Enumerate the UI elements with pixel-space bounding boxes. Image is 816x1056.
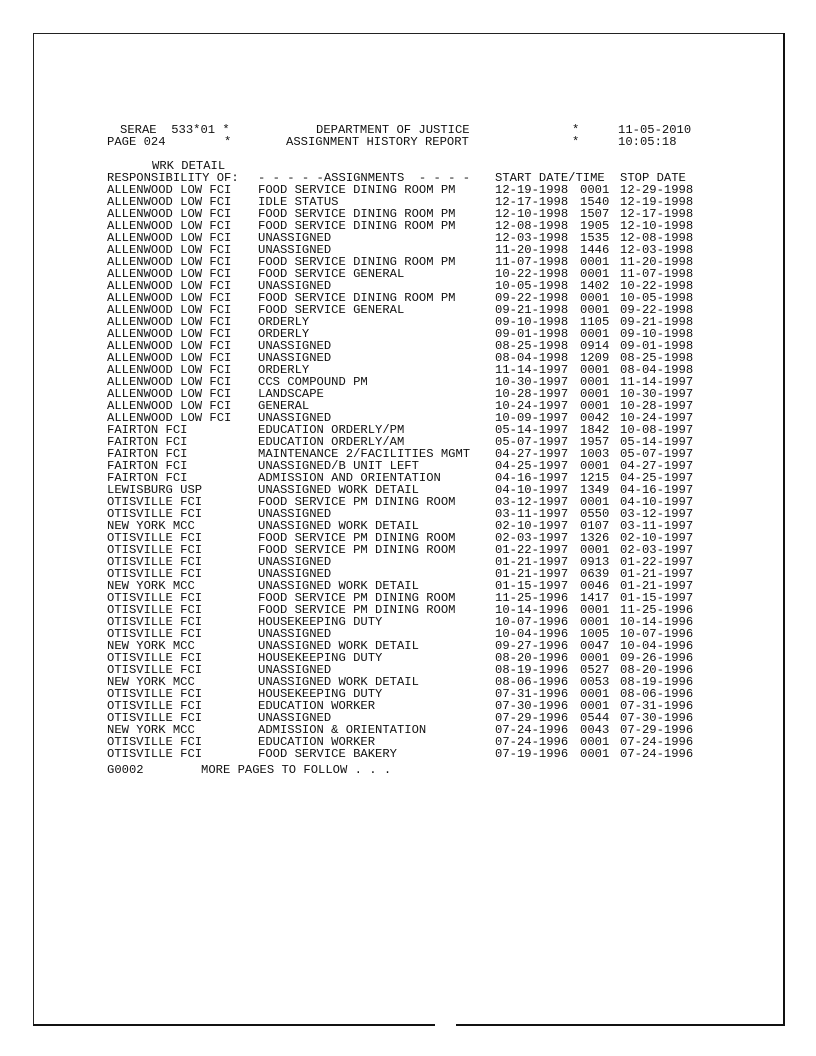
- assignment-cell: UNASSIGNED: [258, 351, 332, 365]
- stop-date-cell: 09-26-1996: [620, 651, 694, 665]
- start-time-cell: 1326: [580, 531, 610, 545]
- stop-date-cell: 11-07-1998: [620, 267, 694, 281]
- assignment-cell: ORDERLY: [258, 363, 310, 377]
- assignment-cell: UNASSIGNED WORK DETAIL: [258, 483, 419, 497]
- stop-date-cell: 08-25-1998: [620, 351, 694, 365]
- assignment-cell: FOOD SERVICE BAKERY: [258, 747, 397, 761]
- assignments-header: - - - - -ASSIGNMENTS - - - -: [258, 171, 471, 185]
- start-date-cell: 08-25-1998: [495, 339, 569, 353]
- start-time-cell: 0001: [580, 495, 610, 509]
- facility-cell: OTISVILLE FCI: [107, 699, 203, 713]
- stop-date-cell: 11-20-1998: [620, 255, 694, 269]
- start-date-cell: 07-19-1996: [495, 747, 569, 761]
- assignment-cell: UNASSIGNED: [258, 567, 332, 581]
- stop-date-cell: 12-29-1998: [620, 183, 694, 197]
- start-date-cell: 08-19-1996: [495, 663, 569, 677]
- start-time-cell: 1905: [580, 219, 610, 233]
- start-time-cell: 0001: [580, 699, 610, 713]
- facility-cell: ALLENWOOD LOW FCI: [107, 255, 232, 269]
- facility-cell: ALLENWOOD LOW FCI: [107, 219, 232, 233]
- facility-cell: NEW YORK MCC: [107, 675, 195, 689]
- facility-cell: OTISVILLE FCI: [107, 711, 203, 725]
- start-time-cell: 0001: [580, 747, 610, 761]
- start-time-cell: 1215: [580, 471, 610, 485]
- facility-cell: OTISVILLE FCI: [107, 687, 203, 701]
- stop-date-header: STOP DATE: [620, 171, 686, 185]
- assignment-cell: CCS COMPOUND PM: [258, 375, 368, 389]
- assignment-cell: UNASSIGNED: [258, 663, 332, 677]
- stop-date-cell: 01-22-1997: [620, 555, 694, 569]
- assignment-cell: EDUCATION WORKER: [258, 699, 376, 713]
- start-date-cell: 01-21-1997: [495, 555, 569, 569]
- facility-cell: OTISVILLE FCI: [107, 603, 203, 617]
- facility-cell: LEWISBURG USP: [107, 483, 203, 497]
- start-date-cell: 07-24-1996: [495, 723, 569, 737]
- assignment-cell: FOOD SERVICE DINING ROOM PM: [258, 291, 456, 305]
- facility-cell: ALLENWOOD LOW FCI: [107, 387, 232, 401]
- start-date-cell: 10-04-1996: [495, 627, 569, 641]
- stop-date-cell: 08-20-1996: [620, 663, 694, 677]
- assignment-cell: UNASSIGNED: [258, 243, 332, 257]
- department-title: DEPARTMENT OF JUSTICE: [316, 123, 470, 137]
- start-time-cell: 0001: [580, 303, 610, 317]
- start-date-cell: 10-24-1997: [495, 399, 569, 413]
- start-time-cell: 1349: [580, 483, 610, 497]
- assignment-cell: LANDSCAPE: [258, 387, 324, 401]
- assignment-cell: UNASSIGNED: [258, 507, 332, 521]
- stop-date-cell: 04-27-1997: [620, 459, 694, 473]
- stop-date-cell: 01-21-1997: [620, 579, 694, 593]
- assignment-cell: UNASSIGNED WORK DETAIL: [258, 639, 419, 653]
- start-time-cell: 0544: [580, 711, 610, 725]
- stop-date-cell: 07-29-1996: [620, 723, 694, 737]
- facility-cell: FAIRTON FCI: [107, 471, 188, 485]
- assignment-cell: UNASSIGNED: [258, 279, 332, 293]
- facility-cell: FAIRTON FCI: [107, 459, 188, 473]
- start-time-cell: 0639: [580, 567, 610, 581]
- start-date-cell: 07-29-1996: [495, 711, 569, 725]
- facility-cell: ALLENWOOD LOW FCI: [107, 399, 232, 413]
- start-date-cell: 11-07-1998: [495, 255, 569, 269]
- facility-cell: ALLENWOOD LOW FCI: [107, 183, 232, 197]
- stop-date-cell: 10-24-1997: [620, 411, 694, 425]
- assignment-cell: EDUCATION WORKER: [258, 735, 376, 749]
- wrk-detail-label: WRK DETAIL: [152, 159, 226, 173]
- facility-cell: OTISVILLE FCI: [107, 651, 203, 665]
- facility-cell: ALLENWOOD LOW FCI: [107, 279, 232, 293]
- facility-cell: OTISVILLE FCI: [107, 495, 203, 509]
- stop-date-cell: 10-08-1997: [620, 423, 694, 437]
- facility-cell: ALLENWOOD LOW FCI: [107, 375, 232, 389]
- facility-cell: ALLENWOOD LOW FCI: [107, 243, 232, 257]
- stop-date-cell: 12-19-1998: [620, 195, 694, 209]
- assignment-cell: UNASSIGNED: [258, 627, 332, 641]
- start-time-cell: 1209: [580, 351, 610, 365]
- facility-cell: NEW YORK MCC: [107, 579, 195, 593]
- facility-cell: ALLENWOOD LOW FCI: [107, 327, 232, 341]
- assignment-cell: HOUSEKEEPING DUTY: [258, 687, 383, 701]
- stop-date-cell: 04-16-1997: [620, 483, 694, 497]
- assignment-cell: EDUCATION ORDERLY/PM: [258, 423, 405, 437]
- assignment-cell: UNASSIGNED: [258, 339, 332, 353]
- stop-date-cell: 02-10-1997: [620, 531, 694, 545]
- facility-cell: ALLENWOOD LOW FCI: [107, 315, 232, 329]
- start-date-cell: 09-10-1998: [495, 315, 569, 329]
- start-date-cell: 01-22-1997: [495, 543, 569, 557]
- report-id: SERAE 533*01 *: [120, 123, 230, 137]
- stop-date-cell: 11-14-1997: [620, 375, 694, 389]
- stop-date-cell: 10-30-1997: [620, 387, 694, 401]
- start-time-cell: 0001: [580, 543, 610, 557]
- assignment-cell: UNASSIGNED: [258, 711, 332, 725]
- page-number: PAGE 024 *: [107, 135, 232, 149]
- facility-cell: OTISVILLE FCI: [107, 555, 203, 569]
- start-date-cell: 11-25-1996: [495, 591, 569, 605]
- stop-date-cell: 01-21-1997: [620, 567, 694, 581]
- facility-cell: ALLENWOOD LOW FCI: [107, 207, 232, 221]
- responsibility-header: RESPONSIBILITY OF:: [107, 171, 239, 185]
- facility-cell: NEW YORK MCC: [107, 519, 195, 533]
- facility-cell: ALLENWOOD LOW FCI: [107, 291, 232, 305]
- assignment-cell: FOOD SERVICE DINING ROOM PM: [258, 255, 456, 269]
- facility-cell: OTISVILLE FCI: [107, 663, 203, 677]
- stop-date-cell: 07-24-1996: [620, 747, 694, 761]
- start-time-cell: 0042: [580, 411, 610, 425]
- assignment-cell: GENERAL: [258, 399, 310, 413]
- start-date-cell: 07-24-1996: [495, 735, 569, 749]
- assignment-cell: ADMISSION AND ORIENTATION: [258, 471, 441, 485]
- assignment-cell: MAINTENANCE 2/FACILITIES MGMT: [258, 447, 471, 461]
- start-time-cell: 0107: [580, 519, 610, 533]
- stop-date-cell: 02-03-1997: [620, 543, 694, 557]
- start-date-cell: 11-14-1997: [495, 363, 569, 377]
- assignment-cell: UNASSIGNED: [258, 411, 332, 425]
- start-time-cell: 0043: [580, 723, 610, 737]
- start-date-cell: 04-10-1997: [495, 483, 569, 497]
- assignment-cell: UNASSIGNED WORK DETAIL: [258, 579, 419, 593]
- start-date-cell: 09-01-1998: [495, 327, 569, 341]
- stop-date-cell: 12-10-1998: [620, 219, 694, 233]
- stop-date-cell: 10-22-1998: [620, 279, 694, 293]
- facility-cell: OTISVILLE FCI: [107, 615, 203, 629]
- start-date-cell: 12-10-1998: [495, 207, 569, 221]
- stop-date-cell: 10-28-1997: [620, 399, 694, 413]
- start-time-cell: 1105: [580, 315, 610, 329]
- page-border-top: [33, 33, 785, 34]
- facility-cell: ALLENWOOD LOW FCI: [107, 339, 232, 353]
- page-border-bottom-left: [33, 1024, 435, 1026]
- start-time-cell: 0001: [580, 615, 610, 629]
- facility-cell: OTISVILLE FCI: [107, 627, 203, 641]
- start-date-cell: 03-11-1997: [495, 507, 569, 521]
- start-time-cell: 0550: [580, 507, 610, 521]
- start-date-cell: 08-20-1996: [495, 651, 569, 665]
- start-time-cell: 0001: [580, 387, 610, 401]
- assignment-cell: FOOD SERVICE PM DINING ROOM: [258, 543, 456, 557]
- start-time-cell: 1540: [580, 195, 610, 209]
- footer-code: G0002: [107, 763, 144, 777]
- start-time-cell: 0001: [580, 327, 610, 341]
- page-border-bottom-right: [456, 1024, 785, 1026]
- stop-date-cell: 05-07-1997: [620, 447, 694, 461]
- assignment-cell: FOOD SERVICE PM DINING ROOM: [258, 495, 456, 509]
- assignment-cell: HOUSEKEEPING DUTY: [258, 615, 383, 629]
- start-date-cell: 09-27-1996: [495, 639, 569, 653]
- report-title: ASSIGNMENT HISTORY REPORT: [286, 135, 469, 149]
- assignment-cell: HOUSEKEEPING DUTY: [258, 651, 383, 665]
- start-date-cell: 03-12-1997: [495, 495, 569, 509]
- assignment-cell: FOOD SERVICE PM DINING ROOM: [258, 603, 456, 617]
- start-date-cell: 08-04-1998: [495, 351, 569, 365]
- start-date-cell: 12-08-1998: [495, 219, 569, 233]
- facility-cell: ALLENWOOD LOW FCI: [107, 411, 232, 425]
- start-time-cell: 1402: [580, 279, 610, 293]
- start-time-cell: 0001: [580, 735, 610, 749]
- stop-date-cell: 10-04-1996: [620, 639, 694, 653]
- stop-date-cell: 10-14-1996: [620, 615, 694, 629]
- facility-cell: ALLENWOOD LOW FCI: [107, 363, 232, 377]
- stop-date-cell: 08-04-1998: [620, 363, 694, 377]
- start-time-cell: 1535: [580, 231, 610, 245]
- start-date-cell: 10-22-1998: [495, 267, 569, 281]
- stop-date-cell: 10-07-1996: [620, 627, 694, 641]
- start-time-cell: 0527: [580, 663, 610, 677]
- assignment-cell: FOOD SERVICE GENERAL: [258, 267, 405, 281]
- start-time-cell: 0913: [580, 555, 610, 569]
- stop-date-cell: 07-31-1996: [620, 699, 694, 713]
- facility-cell: OTISVILLE FCI: [107, 747, 203, 761]
- start-time-cell: 0047: [580, 639, 610, 653]
- start-time-cell: 0914: [580, 339, 610, 353]
- start-date-cell: 04-25-1997: [495, 459, 569, 473]
- start-date-cell: 02-10-1997: [495, 519, 569, 533]
- assignment-cell: UNASSIGNED WORK DETAIL: [258, 675, 419, 689]
- assignment-cell: FOOD SERVICE DINING ROOM PM: [258, 219, 456, 233]
- stop-date-cell: 03-12-1997: [620, 507, 694, 521]
- start-time-cell: 0053: [580, 675, 610, 689]
- facility-cell: OTISVILLE FCI: [107, 507, 203, 521]
- stop-date-cell: 12-03-1998: [620, 243, 694, 257]
- facility-cell: FAIRTON FCI: [107, 435, 188, 449]
- facility-cell: OTISVILLE FCI: [107, 531, 203, 545]
- start-date-cell: 02-03-1997: [495, 531, 569, 545]
- stop-date-cell: 03-11-1997: [620, 519, 694, 533]
- facility-cell: ALLENWOOD LOW FCI: [107, 351, 232, 365]
- start-date-cell: 10-28-1997: [495, 387, 569, 401]
- start-time-cell: 0001: [580, 603, 610, 617]
- facility-cell: OTISVILLE FCI: [107, 591, 203, 605]
- facility-cell: OTISVILLE FCI: [107, 567, 203, 581]
- facility-cell: OTISVILLE FCI: [107, 735, 203, 749]
- facility-cell: FAIRTON FCI: [107, 447, 188, 461]
- start-time-cell: 0001: [580, 363, 610, 377]
- start-date-cell: 05-07-1997: [495, 435, 569, 449]
- start-time-cell: 1003: [580, 447, 610, 461]
- header-star-2: *: [572, 135, 580, 149]
- table-row: [0, 748, 816, 760]
- facility-cell: NEW YORK MCC: [107, 639, 195, 653]
- stop-date-cell: 09-01-1998: [620, 339, 694, 353]
- stop-date-cell: 07-30-1996: [620, 711, 694, 725]
- start-date-cell: 07-30-1996: [495, 699, 569, 713]
- start-date-cell: 01-21-1997: [495, 567, 569, 581]
- assignment-cell: FOOD SERVICE PM DINING ROOM: [258, 531, 456, 545]
- stop-date-cell: 07-24-1996: [620, 735, 694, 749]
- assignment-cell: UNASSIGNED: [258, 555, 332, 569]
- start-date-cell: 09-21-1998: [495, 303, 569, 317]
- stop-date-cell: 12-17-1998: [620, 207, 694, 221]
- start-time-cell: 0001: [580, 183, 610, 197]
- start-date-cell: 04-16-1997: [495, 471, 569, 485]
- start-time-cell: 0001: [580, 255, 610, 269]
- start-date-cell: 10-05-1998: [495, 279, 569, 293]
- assignment-cell: UNASSIGNED: [258, 231, 332, 245]
- assignment-cell: ORDERLY: [258, 327, 310, 341]
- stop-date-cell: 04-10-1997: [620, 495, 694, 509]
- start-time-cell: 0046: [580, 579, 610, 593]
- start-date-cell: 08-06-1996: [495, 675, 569, 689]
- start-time-cell: 1446: [580, 243, 610, 257]
- start-time-cell: 0001: [580, 459, 610, 473]
- start-date-cell: 11-20-1998: [495, 243, 569, 257]
- stop-date-cell: 10-05-1998: [620, 291, 694, 305]
- stop-date-cell: 12-08-1998: [620, 231, 694, 245]
- stop-date-cell: 08-06-1996: [620, 687, 694, 701]
- start-datetime-header: START DATE/TIME: [495, 171, 605, 185]
- start-date-cell: 07-31-1996: [495, 687, 569, 701]
- start-date-cell: 12-17-1998: [495, 195, 569, 209]
- start-date-cell: 10-30-1997: [495, 375, 569, 389]
- stop-date-cell: 09-10-1998: [620, 327, 694, 341]
- start-time-cell: 1507: [580, 207, 610, 221]
- more-pages-message: MORE PAGES TO FOLLOW . . .: [201, 763, 392, 777]
- start-time-cell: 0001: [580, 651, 610, 665]
- report-date: 11-05-2010: [618, 123, 692, 137]
- start-time-cell: 0001: [580, 399, 610, 413]
- start-time-cell: 1957: [580, 435, 610, 449]
- stop-date-cell: 09-22-1998: [620, 303, 694, 317]
- assignment-cell: EDUCATION ORDERLY/AM: [258, 435, 405, 449]
- facility-cell: ALLENWOOD LOW FCI: [107, 303, 232, 317]
- facility-cell: ALLENWOOD LOW FCI: [107, 231, 232, 245]
- start-date-cell: 01-15-1997: [495, 579, 569, 593]
- start-date-cell: 12-19-1998: [495, 183, 569, 197]
- start-date-cell: 12-03-1998: [495, 231, 569, 245]
- start-time-cell: 0001: [580, 291, 610, 305]
- start-date-cell: 09-22-1998: [495, 291, 569, 305]
- start-date-cell: 05-14-1997: [495, 423, 569, 437]
- assignment-cell: ORDERLY: [258, 315, 310, 329]
- stop-date-cell: 09-21-1998: [620, 315, 694, 329]
- facility-cell: NEW YORK MCC: [107, 723, 195, 737]
- assignment-cell: FOOD SERVICE DINING ROOM PM: [258, 183, 456, 197]
- start-time-cell: 1842: [580, 423, 610, 437]
- assignment-cell: ADMISSION & ORIENTATION: [258, 723, 427, 737]
- facility-cell: OTISVILLE FCI: [107, 543, 203, 557]
- assignment-cell: IDLE STATUS: [258, 195, 339, 209]
- facility-cell: ALLENWOOD LOW FCI: [107, 195, 232, 209]
- assignment-cell: FOOD SERVICE DINING ROOM PM: [258, 207, 456, 221]
- start-date-cell: 10-09-1997: [495, 411, 569, 425]
- start-time-cell: 1417: [580, 591, 610, 605]
- header-star-1: *: [572, 123, 580, 137]
- assignment-cell: FOOD SERVICE PM DINING ROOM: [258, 591, 456, 605]
- start-time-cell: 0001: [580, 375, 610, 389]
- stop-date-cell: 04-25-1997: [620, 471, 694, 485]
- stop-date-cell: 01-15-1997: [620, 591, 694, 605]
- facility-cell: FAIRTON FCI: [107, 423, 188, 437]
- start-time-cell: 0001: [580, 687, 610, 701]
- assignment-cell: UNASSIGNED/B UNIT LEFT: [258, 459, 419, 473]
- stop-date-cell: 08-19-1996: [620, 675, 694, 689]
- assignment-cell: UNASSIGNED WORK DETAIL: [258, 519, 419, 533]
- start-date-cell: 10-07-1996: [495, 615, 569, 629]
- start-time-cell: 0001: [580, 267, 610, 281]
- report-time: 10:05:18: [618, 135, 677, 149]
- start-date-cell: 04-27-1997: [495, 447, 569, 461]
- assignment-cell: FOOD SERVICE GENERAL: [258, 303, 405, 317]
- stop-date-cell: 05-14-1997: [620, 435, 694, 449]
- start-time-cell: 1005: [580, 627, 610, 641]
- start-date-cell: 10-14-1996: [495, 603, 569, 617]
- stop-date-cell: 11-25-1996: [620, 603, 694, 617]
- facility-cell: ALLENWOOD LOW FCI: [107, 267, 232, 281]
